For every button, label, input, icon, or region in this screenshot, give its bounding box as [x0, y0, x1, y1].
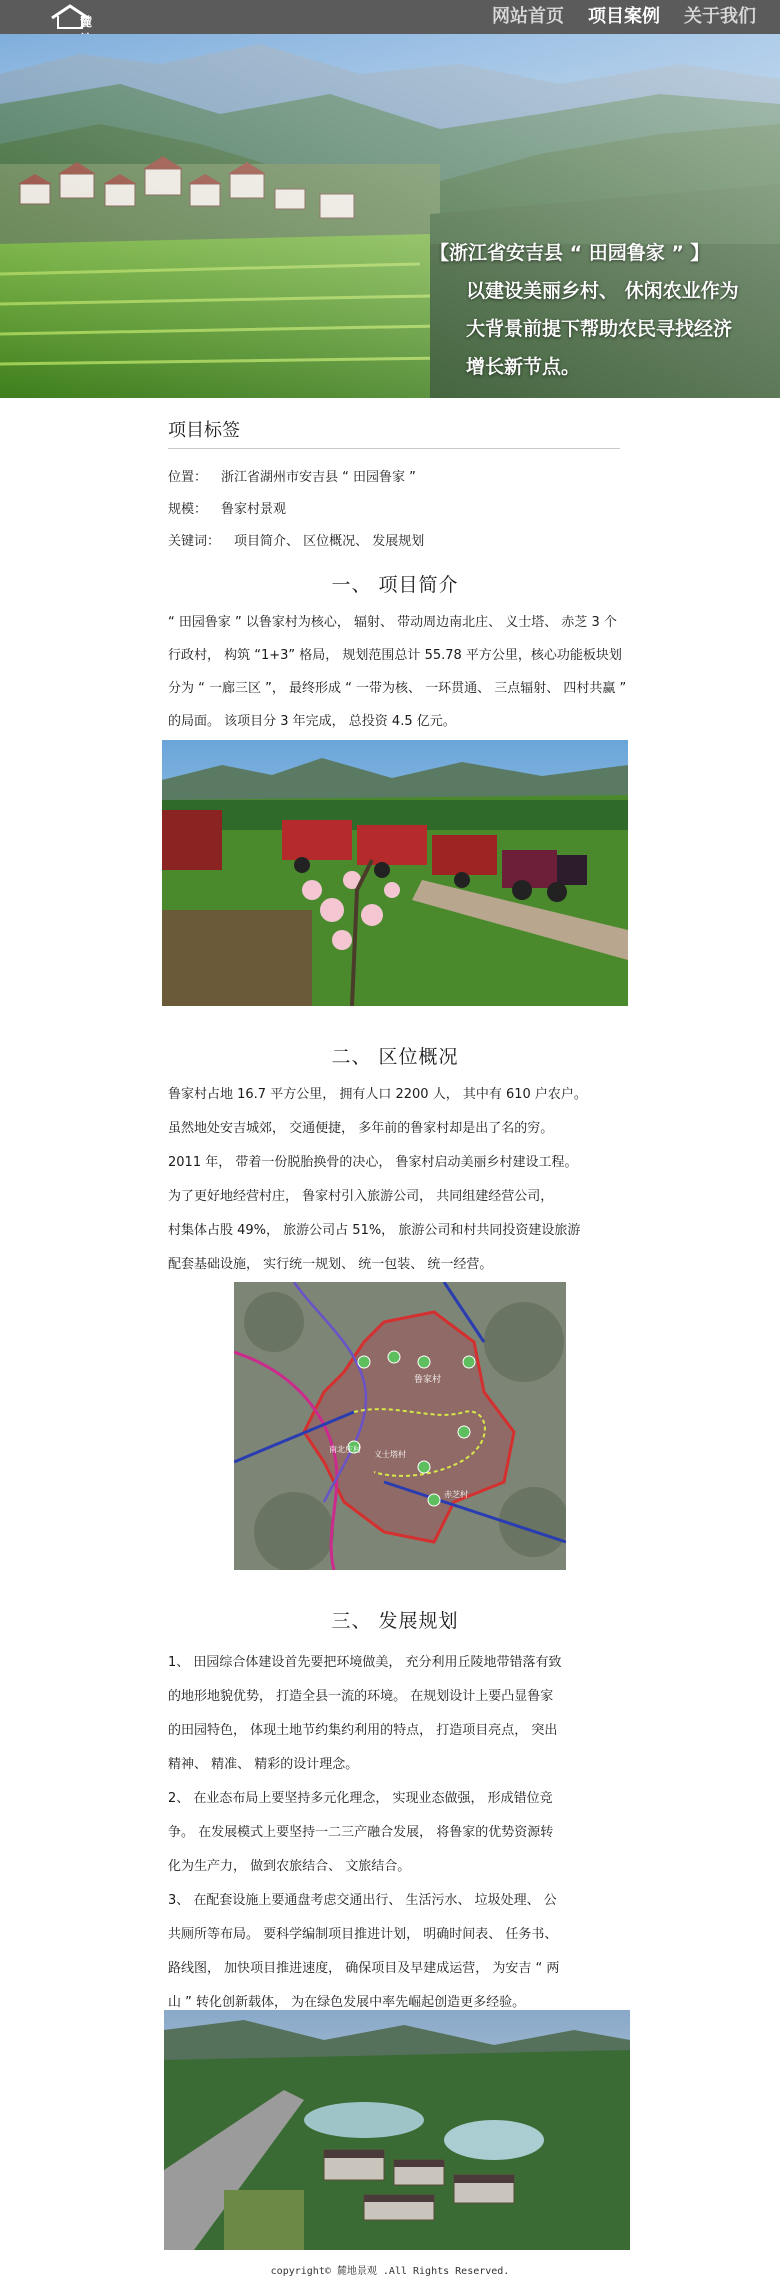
hero-banner	[0, 34, 780, 398]
text-line: 争。 在发展模式上要坚持一二三产融合发展， 将鲁家的优势资源转	[168, 1825, 554, 1840]
section-title: 三、 发展规划	[331, 1610, 459, 1632]
meta-scale	[168, 498, 286, 517]
text-line: 鲁家村占地 16.7 平方公里， 拥有人口 2200 人， 其中有 610 户农户。	[168, 1087, 587, 1102]
logo-text: 麓	[80, 15, 94, 29]
meta-label: 关键词：	[168, 534, 221, 549]
meta-label: 规模：	[168, 502, 208, 517]
text-line: 化为生产力， 做到农旅结合、 文旅结合。	[168, 1859, 411, 1874]
text-line: 2011 年， 带着一份脱胎换骨的决心， 鲁家村启动美丽乡村建设工程。	[168, 1155, 578, 1170]
text-line: 精神、 精准、 精彩的设计理念。	[168, 1757, 359, 1772]
resort-aerial-image	[164, 2010, 630, 2250]
section-paragraph: “ 田园鲁家 ” 以鲁家村为核心， 辐射、 带动周边南北庄、 义士塔、 赤芝 3 个行政村， 构筑 “1+3” 格局， 规划范围总计 55.78 平方公里，核心功能板块划分为 “ 一廊三区 ”， 最终形成 “ 一带为核、 一环贯通、 三点辐射、 四村共赢 ” 的局面。 该项目分 3 年完成， 总投资 4.5 亿元。	[168, 615, 627, 729]
map-label: 南北庄村	[329, 1445, 361, 1454]
divider	[168, 448, 620, 449]
hero-caption-line: 增长新节点。	[466, 356, 581, 378]
hero-caption	[430, 234, 780, 386]
logo[interactable]	[50, 4, 94, 30]
section-paragraph	[168, 1078, 628, 1282]
text-line: 1、 田园综合体建设首先要把环境做美， 充分利用丘陵地带错落有致	[168, 1655, 562, 1670]
hero-caption-title: 【浙江省安吉县 “ 田园鲁家 ” 】	[430, 242, 710, 264]
top-navigation-bar	[0, 0, 780, 34]
meta-label: 位置：	[168, 470, 208, 485]
map-label: 鲁家村	[414, 1375, 442, 1385]
section-title: 一、 项目简介	[331, 574, 459, 596]
nav-item-home[interactable]: 网站首页	[492, 6, 564, 27]
meta-value: 鲁家村景观	[221, 502, 287, 517]
hero-caption-line: 大背景前提下帮助农民寻找经济	[466, 318, 733, 340]
text-line: 的地形地貌优势， 打造全县一流的环境。 在规划设计上要凸显鲁家	[168, 1689, 554, 1704]
hero-caption-line: 以建设美丽乡村、 休闲农业作为	[466, 280, 739, 302]
aerial-map-image	[234, 1282, 566, 1570]
main-nav	[480, 0, 768, 34]
footer-copyright: copyright© 麓地景观 .All Rights Reserved.	[270, 2266, 510, 2277]
text-line: 为了更好地经营村庄， 鲁家村引入旅游公司， 共同组建经营公司，	[168, 1189, 554, 1204]
text-line: 村集体占股 49%， 旅游公司占 51%， 旅游公司和村共同投资建设旅游	[168, 1223, 581, 1238]
site-map	[234, 1282, 566, 1570]
meta-value: 浙江省湖州市安吉县 “ 田园鲁家 ”	[221, 470, 416, 485]
text-line: 2、 在业态布局上要坚持多元化理念， 实现业态做强， 形成错位竞	[168, 1791, 553, 1806]
text-line: 虽然地处安吉城郊， 交通便捷， 多年前的鲁家村却是出了名的穷。	[168, 1121, 554, 1136]
text-line: 3、 在配套设施上要通盘考虑交通出行、 生活污水、 垃圾处理、 公	[168, 1893, 557, 1908]
tourist-train-image	[162, 740, 628, 1006]
text-line: 山 ” 转化创新载体， 为在绿色发展中率先崛起创造更多经验。	[168, 1995, 526, 2010]
aerial-photo	[164, 2010, 630, 2250]
section-title: 二、 区位概况	[331, 1046, 459, 1068]
text-line: 的田园特色， 体现土地节约集约利用的特点， 打造项目亮点， 突出	[168, 1723, 558, 1738]
nav-item-about[interactable]: 关于我们	[684, 6, 756, 27]
text-line: 共厕所等布局。 要科学编制项目推进计划， 明确时间表、 任务书、	[168, 1927, 558, 1942]
train-photo	[162, 740, 628, 1006]
meta-keywords	[168, 530, 424, 549]
meta-value: 项目简介、 区位概况、 发展规划	[234, 534, 425, 549]
meta-location	[168, 466, 416, 485]
nav-item-cases[interactable]: 项目案例	[588, 6, 660, 27]
map-label: 赤芝村	[444, 1490, 468, 1499]
text-line: 路线图， 加快项目推进速度， 确保项目及早建成运营， 为安吉 “ 两	[168, 1961, 560, 1976]
section-paragraph	[168, 1646, 628, 2020]
text-line: 配套基础设施， 实行统一规划、 统一包装、 统一经营。	[168, 1257, 493, 1272]
map-label: 义士塔村	[374, 1450, 406, 1459]
project-tags-heading: 项目标签	[168, 420, 240, 441]
